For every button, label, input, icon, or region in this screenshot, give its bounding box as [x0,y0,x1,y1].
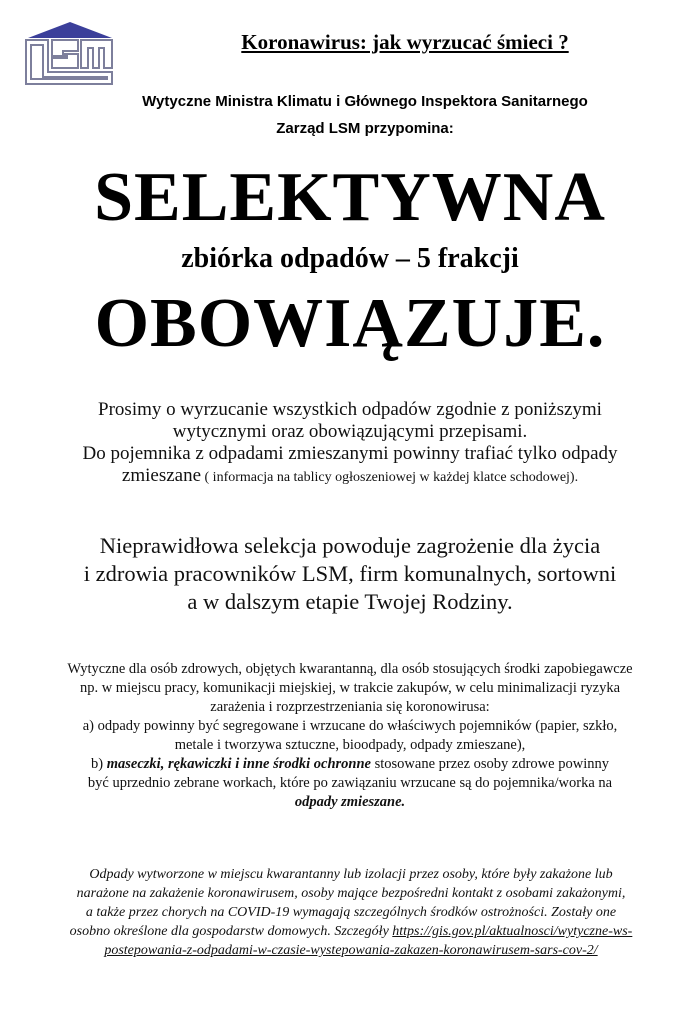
text-main: zmieszane [121,465,202,486]
text-line: i zdrowia pracowników LSM, firm komunalnych, sortowni [83,561,617,586]
text-prefix: b) [91,756,107,772]
paragraph-guidelines [10,660,690,812]
text-line: Odpady wytworzone w miejscu kwarantanny lub izolacji przez osoby, które były zakażone lub [89,867,613,882]
lsm-logo [20,20,120,90]
lsm-logo-icon [20,20,120,90]
subtitle-reminder: Zarząd LSM przypomina: [276,120,454,137]
text-line: być uprzednio zebrane workach, które po zawiązaniu wrzucane są do pojemnika/worka na [87,775,613,791]
text-line [20,465,680,489]
text-line: a) odpady powinny być segregowane i wrzucane do właściwych pojemników (papier, szkło, [82,718,618,734]
text-line [10,922,692,941]
text-line [10,941,692,960]
page-title: Koronawirus: jak wyrzucać śmieci ? [241,30,569,54]
gis-link[interactable]: https://gis.gov.pl/aktualnosci/wytyczne-ws- [392,924,633,939]
text-line: a także przez chorych na COVID-19 wymagają szczególnych środków ostrożności. Zostały one [85,905,617,920]
gis-link-continued[interactable]: postepowania-z-odpadami-w-czasie-wystepowania-zakazen-koronawirusem-sars-cov-2/ [104,943,598,958]
text-details: osobno określone dla gospodarstw domowych. Szczegóły [69,924,393,939]
headline-mandatory: OBOWIĄZUJE. [94,285,606,362]
text-emphasis: maseczki, rękawiczki i inne środki ochronne [106,756,371,772]
paragraph-quarantine [10,865,692,960]
text-note: ( informacja na tablicy ogłoszeniowej w każdej klatce schodowej). [201,470,579,485]
text-line [10,755,690,774]
text-line: wytycznymi oraz obowiązującymi przepisami. [172,421,528,442]
headline-selective: SELEKTYWNA [94,159,606,236]
paragraph-instructions [20,399,680,489]
text-line: Do pojemnika z odpadami zmieszanymi powinny trafiać tylko odpady [82,443,618,464]
text-line: zarażenia i rozprzestrzeniania się koronowirusa: [210,699,490,715]
text-line: a w dalszym etapie Twojej Rodziny. [187,589,513,614]
subtitle-guidelines: Wytyczne Ministra Klimatu i Głównego Inspektora Sanitarnego [142,93,588,110]
text-line: Nieprawidłowa selekcja powoduje zagrożenie dla życia [99,533,601,558]
text-line: Wytyczne dla osób zdrowych, objętych kwarantanną, dla osób stosujących środki zapobiegawcze [67,661,633,677]
text-rest: stosowane przez osoby zdrowe powinny [370,756,609,772]
text-line: narażone na zakażenie koronawirusem, osoby mające bezpośredni kontakt z osobami zakażonymi, [76,886,626,901]
text-emphasis: odpady zmieszane. [294,794,406,810]
text-line: np. w miejscu pracy, komunikacji miejskiej, w trakcie zakupów, w celu minimalizacji ryzyka [79,680,621,696]
headline-subtext: zbiórka odpadów – 5 frakcji [181,243,519,274]
paragraph-warning [20,532,680,616]
text-line: Prosimy o wyrzucanie wszystkich odpadów zgodnie z poniższymi [98,399,602,420]
text-line: metale i tworzywa sztuczne, bioodpady, odpady zmieszane), [174,737,526,753]
